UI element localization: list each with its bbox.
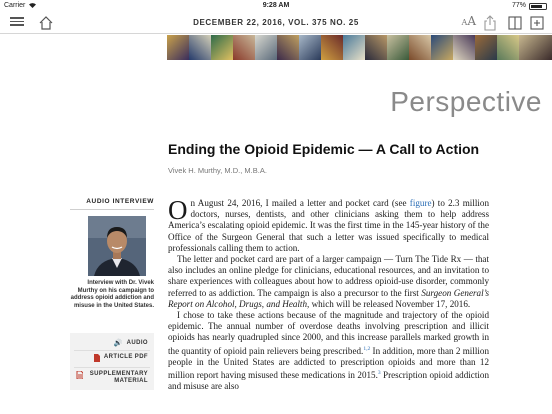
- paragraph-2: [168, 254, 489, 310]
- section-title: Perspective: [390, 86, 542, 117]
- author-photo[interactable]: [88, 216, 146, 276]
- paragraph-3-text-b: In addition, more than 2 million people in the United States are addicted to prescription opioids and more than 12 million report having misused these medications in 2015.: [168, 345, 489, 381]
- paragraph-1: [168, 195, 490, 254]
- article-links: [70, 333, 154, 390]
- carrier-label: Carrier: [4, 2, 26, 9]
- article-headline: Ending the Opioid Epidemic — A Call to Action: [168, 141, 480, 157]
- paragraph-2-text-a: The letter and pocket card are part of a larger campaign — Turn The Tide Rx — that also includes an online pledge for clinicians, educational resources, and an invitation to share experiences with colleagues about how to address opioid-use disorder, commonly referred to as addiction. The campaign is also a precursor to the first: [168, 254, 489, 298]
- status-bar: [0, 0, 552, 12]
- text-size-icon[interactable]: [462, 14, 476, 30]
- audio-interview-panel: [70, 198, 154, 310]
- audio-link-label: AUDIO: [126, 340, 148, 346]
- pdf-icon: [93, 354, 100, 364]
- paragraph-2-text-b: which will be released November 17, 2016.: [309, 298, 471, 309]
- supplementary-material-link-label: SUPPLEMENTARY MATERIAL: [89, 371, 148, 384]
- add-bookmark-icon[interactable]: [530, 15, 544, 31]
- drop-cap: O: [168, 195, 188, 225]
- report-title: Surgeon General’s Report on Alcohol, Drugs, and Health,: [168, 287, 489, 309]
- audio-interview-caption: Interview with Dr. Vivek Murthy on his campaign to address opioid addiction and misuse in the United States.: [70, 280, 154, 309]
- reference-1-2[interactable]: 1,2: [363, 345, 371, 352]
- article-body: [168, 195, 490, 393]
- article-author: Vivek H. Murthy, M.D., M.B.A.: [168, 166, 267, 175]
- sidebar-toggle-icon[interactable]: [508, 15, 522, 31]
- paragraph-3: [168, 310, 489, 392]
- reference-3[interactable]: 3: [377, 370, 381, 377]
- paragraph-3-text-a: I chose to take these actions because of the magnitude and trajectory of the opioid epidemic. The annual number of overdose deaths involving prescription and illicit opioids has nearly quadrupled since 2000, and this increase parallels marked growth in the quantity of opioid pain relievers being prescribed.: [168, 310, 489, 356]
- speaker-icon: 🔊: [113, 340, 123, 347]
- text-size-large: A: [467, 14, 476, 28]
- figure-link[interactable]: figure: [409, 198, 432, 208]
- toolbar: [0, 12, 552, 34]
- paragraph-1-text-a: n August 24, 2016, I mailed a letter and pocket card (see: [190, 198, 410, 208]
- article-pdf-link-label: ARTICLE PDF: [103, 354, 148, 360]
- battery-percent: 77%: [511, 2, 526, 9]
- clock: 9:28 AM: [262, 2, 290, 9]
- supplementary-icon: [76, 371, 83, 381]
- section-banner-image: [167, 35, 552, 60]
- paragraph-3-text-c: Prescription opioid addiction and misuse are also: [168, 370, 489, 392]
- supplementary-material-link[interactable]: [74, 368, 150, 388]
- issue-label: DECEMBER 22, 2016, VOL. 375 NO. 25: [193, 18, 359, 27]
- article-pdf-link[interactable]: [74, 351, 150, 368]
- text-size-small: A: [461, 18, 468, 27]
- battery-icon: [529, 3, 547, 10]
- audio-interview-label: AUDIO INTERVIEW: [70, 198, 154, 210]
- audio-link[interactable]: [74, 337, 150, 351]
- share-icon[interactable]: [484, 15, 496, 31]
- paragraph-1-text-b: ) to 2.3 million doctors, nurses, dentists, and other clinicians asking them to help address America’s escalating opioid epidemic. It was the first time in the 145-year history of the Office of the Surgeon General that such a letter was issued specifically to medical professionals calling them to action.: [168, 198, 490, 253]
